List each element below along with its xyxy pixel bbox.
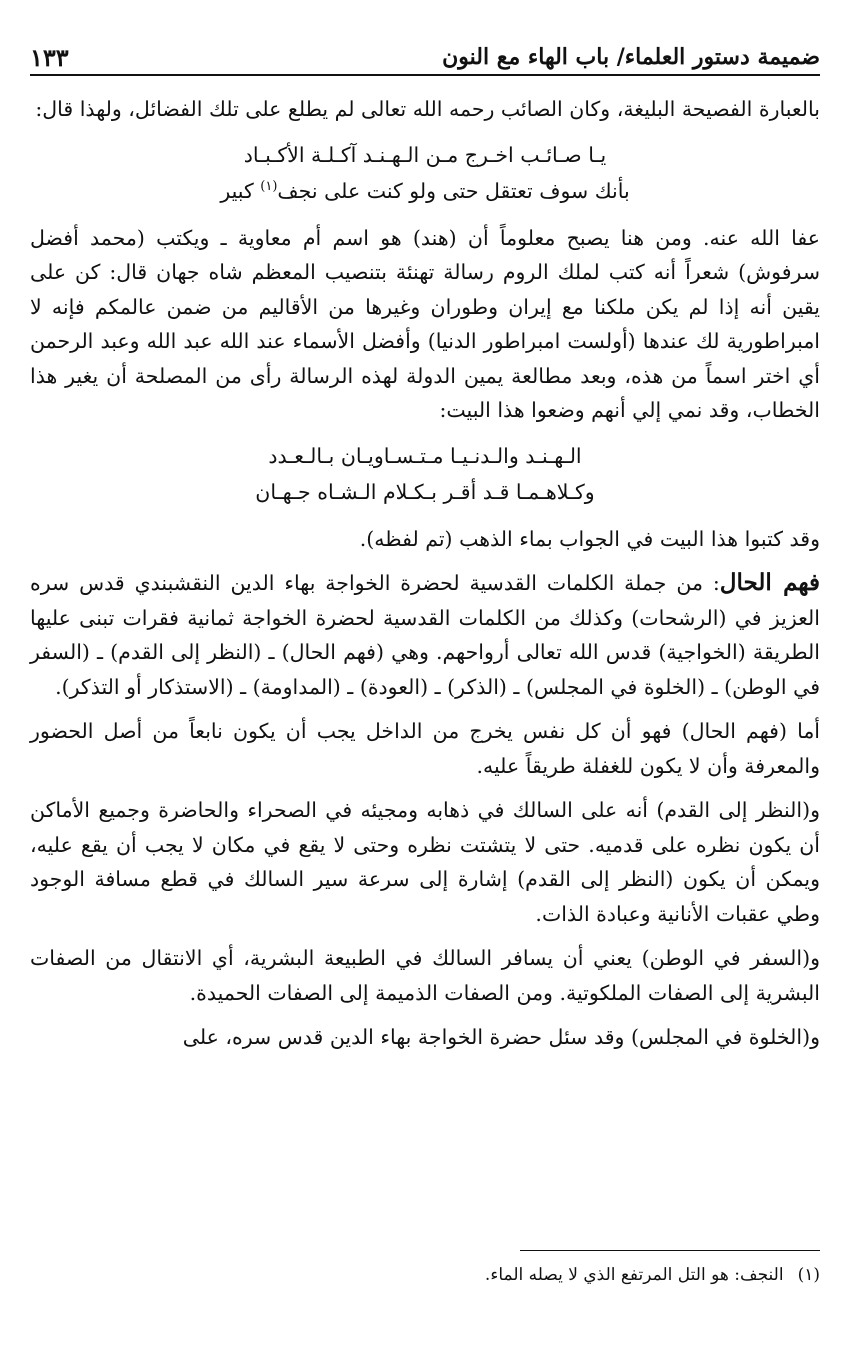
footnote-divider xyxy=(520,1250,820,1251)
verse-2-line-1: الـهـنـد والـدنـيـا مـتـسـاويـان بـالـعـدد xyxy=(268,443,582,468)
verse-1-line-2-end: كبير xyxy=(220,178,261,203)
paragraph-3: وقد كتبوا هذا البيت في الجواب بماء الذهب (تم لفظه). xyxy=(359,526,820,551)
footnote-number: (١) xyxy=(797,1265,820,1285)
verse-1-line-2 xyxy=(30,173,820,209)
footnote-text: النجف: هو التل المرتفع الذي لا يصله الماء. xyxy=(484,1265,784,1285)
verse-1-line-1: يـا صـائـب اخـرج مـن الـهـنـد آكـلـة الأكـبـاد xyxy=(243,142,607,167)
paragraph-6: و(النظر إلى القدم) أنه على السالك في ذهابه ومجيئه في الصحراء والحاضرة وجميع الأماكن أن يكون نظره على قدميه. حتى لا يتشتت نظره وحتى لا يقع في مكان لا يجب أن يقع عليه، ويمكن أن يكون (النظر إلى القدم) إشارة إلى سرعة سير السالك في قطع مسافة الوجود وطي عقبات الأنانية وعبادة الذات. xyxy=(30,798,820,926)
running-title: ضميمة دستور العلماء/ باب الهاء مع النون xyxy=(442,44,820,70)
paragraph-5: أما (فهم الحال) فهو أن كل نفس يخرج من الداخل يجب أن يكون نابعاً من أصل الحضور والمعرفة وأن لا يكون للغفلة طريقاً عليه. xyxy=(30,719,820,778)
entry-text: : من جملة الكلمات القدسية لحضرة الخواجة بهاء الدين النقشبندي قدس سره العزيز في (الرشحات) وكذلك من الكلمات القدسية لحضرة الخواجة ثمانية فقرات تبنى عليها الطريقة (الخواجية) قدس الله تعالى أرواحهم. وهي (فهم الحال) ـ (النظر إلى القدم) ـ (السفر في الوطن) ـ (الخلوة في المجلس) ـ (الذكر) ـ (العودة) ـ (المداومة) ـ (الاستذكار أو التذكر). xyxy=(30,571,820,699)
paragraph-1: بالعبارة الفصيحة البليغة، وكان الصائب رحمه الله تعالى لم يطلع على تلك الفضائل، ولهذا قال: xyxy=(35,97,820,121)
paragraph-2: عفا الله عنه. ومن هنا يصبح معلوماً أن (هند) هو اسم أم معاوية ـ ويكتب (محمد أفضل سرفوش) شعراً أنه كتب لملك الروم رسالة تهنئة بتنصيب المعظم شاه جهان قال: كن على يقين أنه إذا لم يكن ملكنا مع إيران وطوران وغيرها من الأقاليم من ضمن عالمكم فإنه لا امبراطورية لك عندها (أولست امبراطور الدنيا) وأفضل الأسماء عند الله عبد الله وعبد الرحمن أي اختر اسماً من هذه، وبعد مطالعة يمين الدولة لهذه الرسالة رأى من المصلحة أن يغير هذا الخطاب، وقد نمي إلي أنهم وضعوا هذا البيت: xyxy=(30,225,820,422)
paragraph-7: و(السفر في الوطن) يعني أن يسافر السالك في الطبيعة البشرية، أي الانتقال من الصفات البشرية إلى الصفات الملكوتية. ومن الصفات الذميمة إلى الصفات الحميدة. xyxy=(30,946,820,1005)
verse-block-2 xyxy=(30,438,820,510)
verse-1-line-2-start: بأنك سوف تعتقل حتى ولو كنت على نجف xyxy=(277,178,630,203)
page-header xyxy=(30,30,820,76)
verse-block-1 xyxy=(30,137,820,209)
entry-term: فهم الحال xyxy=(719,569,821,596)
main-text xyxy=(30,92,820,1065)
paragraph-8: و(الخلوة في المجلس) وقد سئل حضرة الخواجة بهاء الدين قدس سره، على xyxy=(182,1025,820,1049)
verse-2-line-2: وكـلاهـمـا قـد أقـر بـكـلام الـشـاه جـهـان xyxy=(255,479,595,504)
paragraph-4 xyxy=(30,566,820,704)
footnote-marker: (١) xyxy=(260,178,278,194)
footnote xyxy=(30,1262,820,1288)
page-number: ١٣٣ xyxy=(30,43,69,72)
